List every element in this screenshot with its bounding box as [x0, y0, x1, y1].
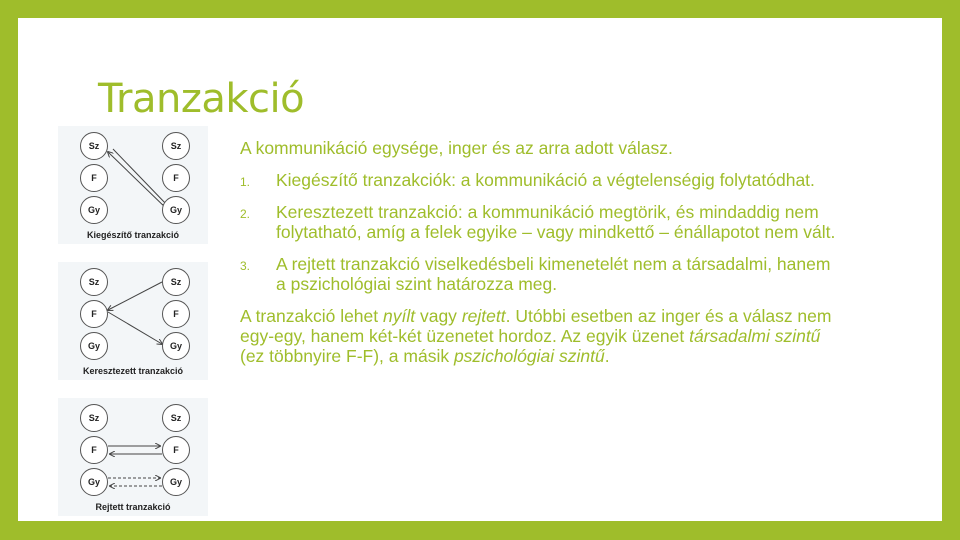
node-sz-left: Sz [80, 132, 108, 160]
diagram-caption-hidden: Rejtett tranzakció [95, 502, 171, 512]
list-item [240, 170, 840, 190]
slide-title: Tranzakció [98, 76, 305, 122]
node-sz-right: Sz [162, 132, 190, 160]
node-f-right: F [162, 436, 190, 464]
node-f-left: F [80, 436, 108, 464]
diagram-caption-crossed: Keresztezett tranzakció [82, 366, 184, 376]
node-gy-right: Gy [162, 332, 190, 360]
slide-body [240, 138, 840, 378]
list-number: 3. [240, 259, 251, 273]
node-sz-right: Sz [162, 404, 190, 432]
diagram-hidden [58, 398, 208, 516]
transaction-list [240, 170, 840, 294]
list-item-text: Kiegészítő tranzakciók: a kommunikáció a végtelenségig folytatódhat. [276, 170, 815, 190]
closing-italic: rejtett [461, 306, 506, 326]
node-gy-right: Gy [162, 196, 190, 224]
closing-italic: pszichológiai szintű [453, 346, 605, 366]
node-gy-left: Gy [80, 196, 108, 224]
closing-text: . [604, 346, 610, 366]
node-sz-left: Sz [80, 268, 108, 296]
list-number: 2. [240, 207, 251, 221]
closing-text: vagy [415, 306, 462, 326]
closing-italic: társadalmi szintű [689, 326, 821, 346]
closing-italic: nyílt [383, 306, 416, 326]
diagram-caption-complementary: Kiegészítő tranzakció [86, 230, 180, 240]
list-number: 1. [240, 175, 251, 189]
diagram-complementary [58, 126, 208, 244]
closing-paragraph [240, 306, 840, 366]
closing-text: (ez többnyire F-F), a másik [240, 346, 454, 366]
node-sz-right: Sz [162, 268, 190, 296]
node-sz-left: Sz [80, 404, 108, 432]
diagram-crossed [58, 262, 208, 380]
node-f-right: F [162, 164, 190, 192]
node-f-right: F [162, 300, 190, 328]
list-item-text: Keresztezett tranzakció: a kommunikáció megtörik, és mindaddig nem folytatható, amíg a felek egyike – vagy mindkettő – énállapotot nem vált. [276, 202, 836, 242]
closing-text: A tranzakció lehet [240, 306, 383, 326]
node-f-left: F [80, 300, 108, 328]
list-item [240, 254, 840, 294]
closing-text: . Utóbbi esetben az inger és a válasz nem egy-egy, hanem két-két üzenetet hordoz. Az egyik üzenet [240, 306, 832, 346]
node-f-left: F [80, 164, 108, 192]
node-gy-right: Gy [162, 468, 190, 496]
intro-text: A kommunikáció egysége, inger és az arra adott válasz. [240, 138, 673, 158]
node-gy-left: Gy [80, 332, 108, 360]
list-item-text: A rejtett tranzakció viselkedésbeli kimenetelét nem a társadalmi, hanem a pszichológiai szint határozza meg. [276, 254, 831, 294]
node-gy-left: Gy [80, 468, 108, 496]
slide [18, 18, 942, 521]
list-item [240, 202, 840, 242]
